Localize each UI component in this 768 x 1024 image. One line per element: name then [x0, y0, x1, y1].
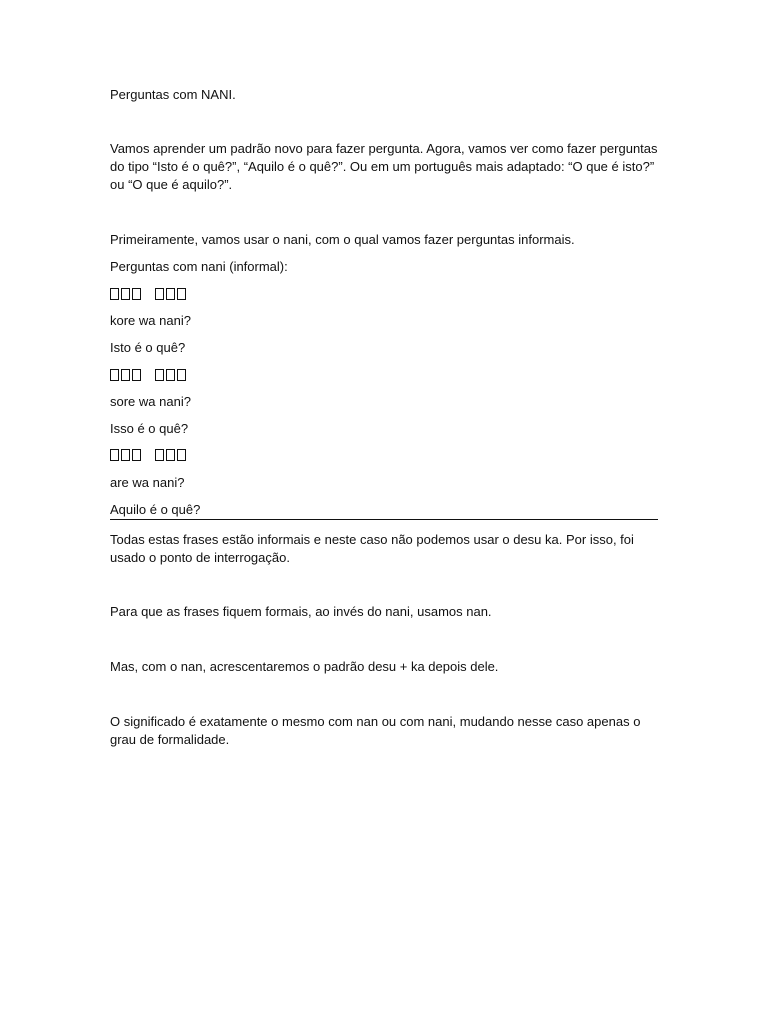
example-translation-2: Isso é o quê? — [110, 421, 189, 436]
example-romaji-1: kore wa nani? — [110, 313, 191, 328]
first-paragraph: Primeiramente, vamos usar o nani, com o qual vamos fazer perguntas informais. — [110, 232, 575, 247]
informal-paragraph: Todas estas frases estão informais e neste caso não podemos usar o desu ka. Por isso, foi usado o ponto de interrogação. — [110, 532, 634, 565]
example-romaji-2: sore wa nani? — [110, 394, 191, 409]
horizontal-rule — [110, 519, 658, 520]
document-title: Perguntas com NANI. — [110, 87, 236, 102]
formal-paragraph: Para que as frases fiquem formais, ao invés do nani, usamos nan. — [110, 604, 492, 619]
example-translation-3: Aquilo é o quê? — [110, 502, 201, 517]
japanese-glyphs-missing-2 — [110, 367, 658, 385]
nan-paragraph: Mas, com o nan, acrescentaremos o padrão desu + ka depois dele. — [110, 659, 499, 674]
japanese-glyphs-missing-3 — [110, 447, 658, 465]
subheading: Perguntas com nani (informal): — [110, 259, 288, 274]
example-translation-1: Isto é o quê? — [110, 340, 186, 355]
example-romaji-3: are wa nani? — [110, 475, 185, 490]
meaning-paragraph: O significado é exatamente o mesmo com nan ou com nani, mudando nesse caso apenas o grau de formalidade. — [110, 714, 641, 747]
japanese-glyphs-missing-1 — [110, 286, 658, 304]
intro-paragraph: Vamos aprender um padrão novo para fazer pergunta. Agora, vamos ver como fazer perguntas do tipo “Isto é o quê?”, “Aquilo é o quê?”. Ou em um português mais adaptado: “O que é isto?” ou “O que é aquilo?”. — [110, 141, 658, 192]
